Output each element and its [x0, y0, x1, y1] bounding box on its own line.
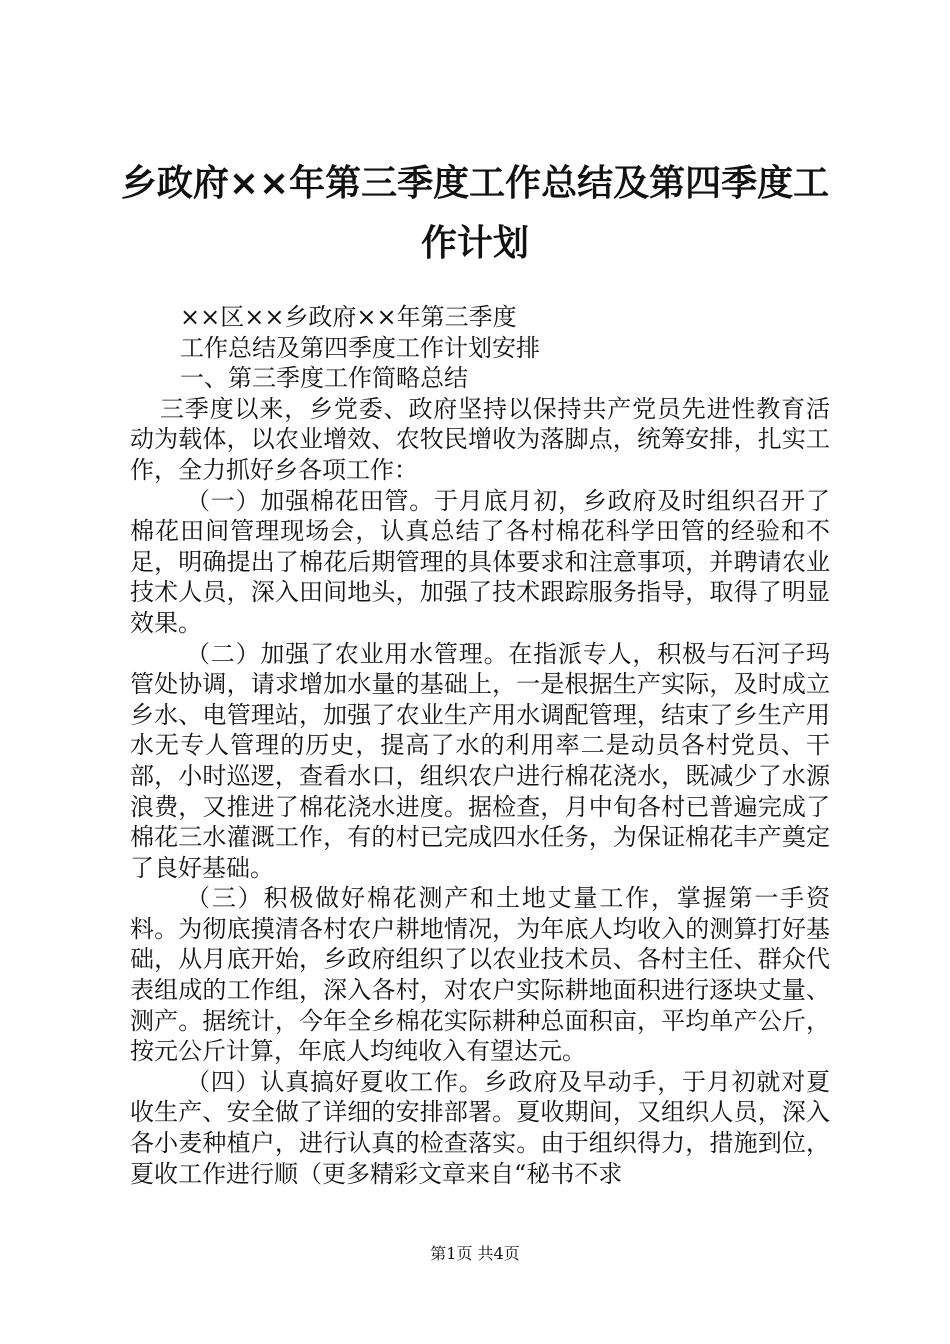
subtitle-line-2: 工作总结及第四季度工作计划安排: [180, 333, 540, 362]
section-heading: 一、第三季度工作简略总结: [180, 364, 468, 393]
paragraph-item-3: （三）积极做好棉花测产和土地丈量工作，掌握第一手资料。为彻底摸清各村农户耕地情况，为年底人均收入的测算打好基础，从月底开始，乡政府组织了以农业技术员、各村主任、群众代表组成的工作组，深入各村，对农户实际耕地面积进行逐块丈量、测产。据统计，今年全乡棉花实际耕种总面积亩，平均单产公斤，按元公斤计算，年底人均纯收入有望达元。: [130, 884, 830, 1066]
document-title-line-2: 作计划: [420, 223, 529, 264]
intro-paragraph: 三季度以来，乡党委、政府坚持以保持共产党员先进性教育活动为载体，以农业增效、农牧民增收为落脚点，统筹安排，扎实工作，全力抓好乡各项工作：: [130, 394, 830, 484]
document-body: [130, 302, 830, 1189]
page-footer: 第1页 共4页: [430, 1244, 520, 1263]
paragraph-item-4: （四）认真搞好夏收工作。乡政府及早动手，于月初就对夏收生产、安全做了详细的安排部署。夏收期间，又组织人员，深入各小麦种植户，进行认真的检查落实。由于组织得力，措施到位，夏收工作进行顺（更多精彩文章来自“秘书不求: [130, 1067, 830, 1188]
paragraph-item-2: （二）加强了农业用水管理。在指派专人，积极与石河子玛管处协调，请求增加水量的基础上，一是根据生产实际，及时成立乡水、电管理站，加强了农业生产用水调配管理，结束了乡生产用水无专人管理的历史，提高了水的利用率二是动员各村党员、干部，小时巡逻，查看水口，组织农户进行棉花浇水，既减少了水源浪费，又推进了棉花浇水进度。据检查，月中旬各村已普遍完成了棉花三水灌溉工作，有的村已完成四水任务，为保证棉花丰产奠定了良好基础。: [130, 639, 830, 882]
document-title-line-1: 乡政府××年第三季度工作总结及第四季度工: [120, 163, 830, 204]
paragraph-item-1: （一）加强棉花田管。于月底月初，乡政府及时组织召开了棉花田间管理现场会，认真总结了各村棉花科学田管的经验和不足，明确提出了棉花后期管理的具体要求和注意事项，并聘请农业技术人员，深入田间地头，加强了技术跟踪服务指导，取得了明显效果。: [130, 486, 830, 637]
subtitle-line-1: ××区××乡政府××年第三季度: [180, 303, 517, 331]
